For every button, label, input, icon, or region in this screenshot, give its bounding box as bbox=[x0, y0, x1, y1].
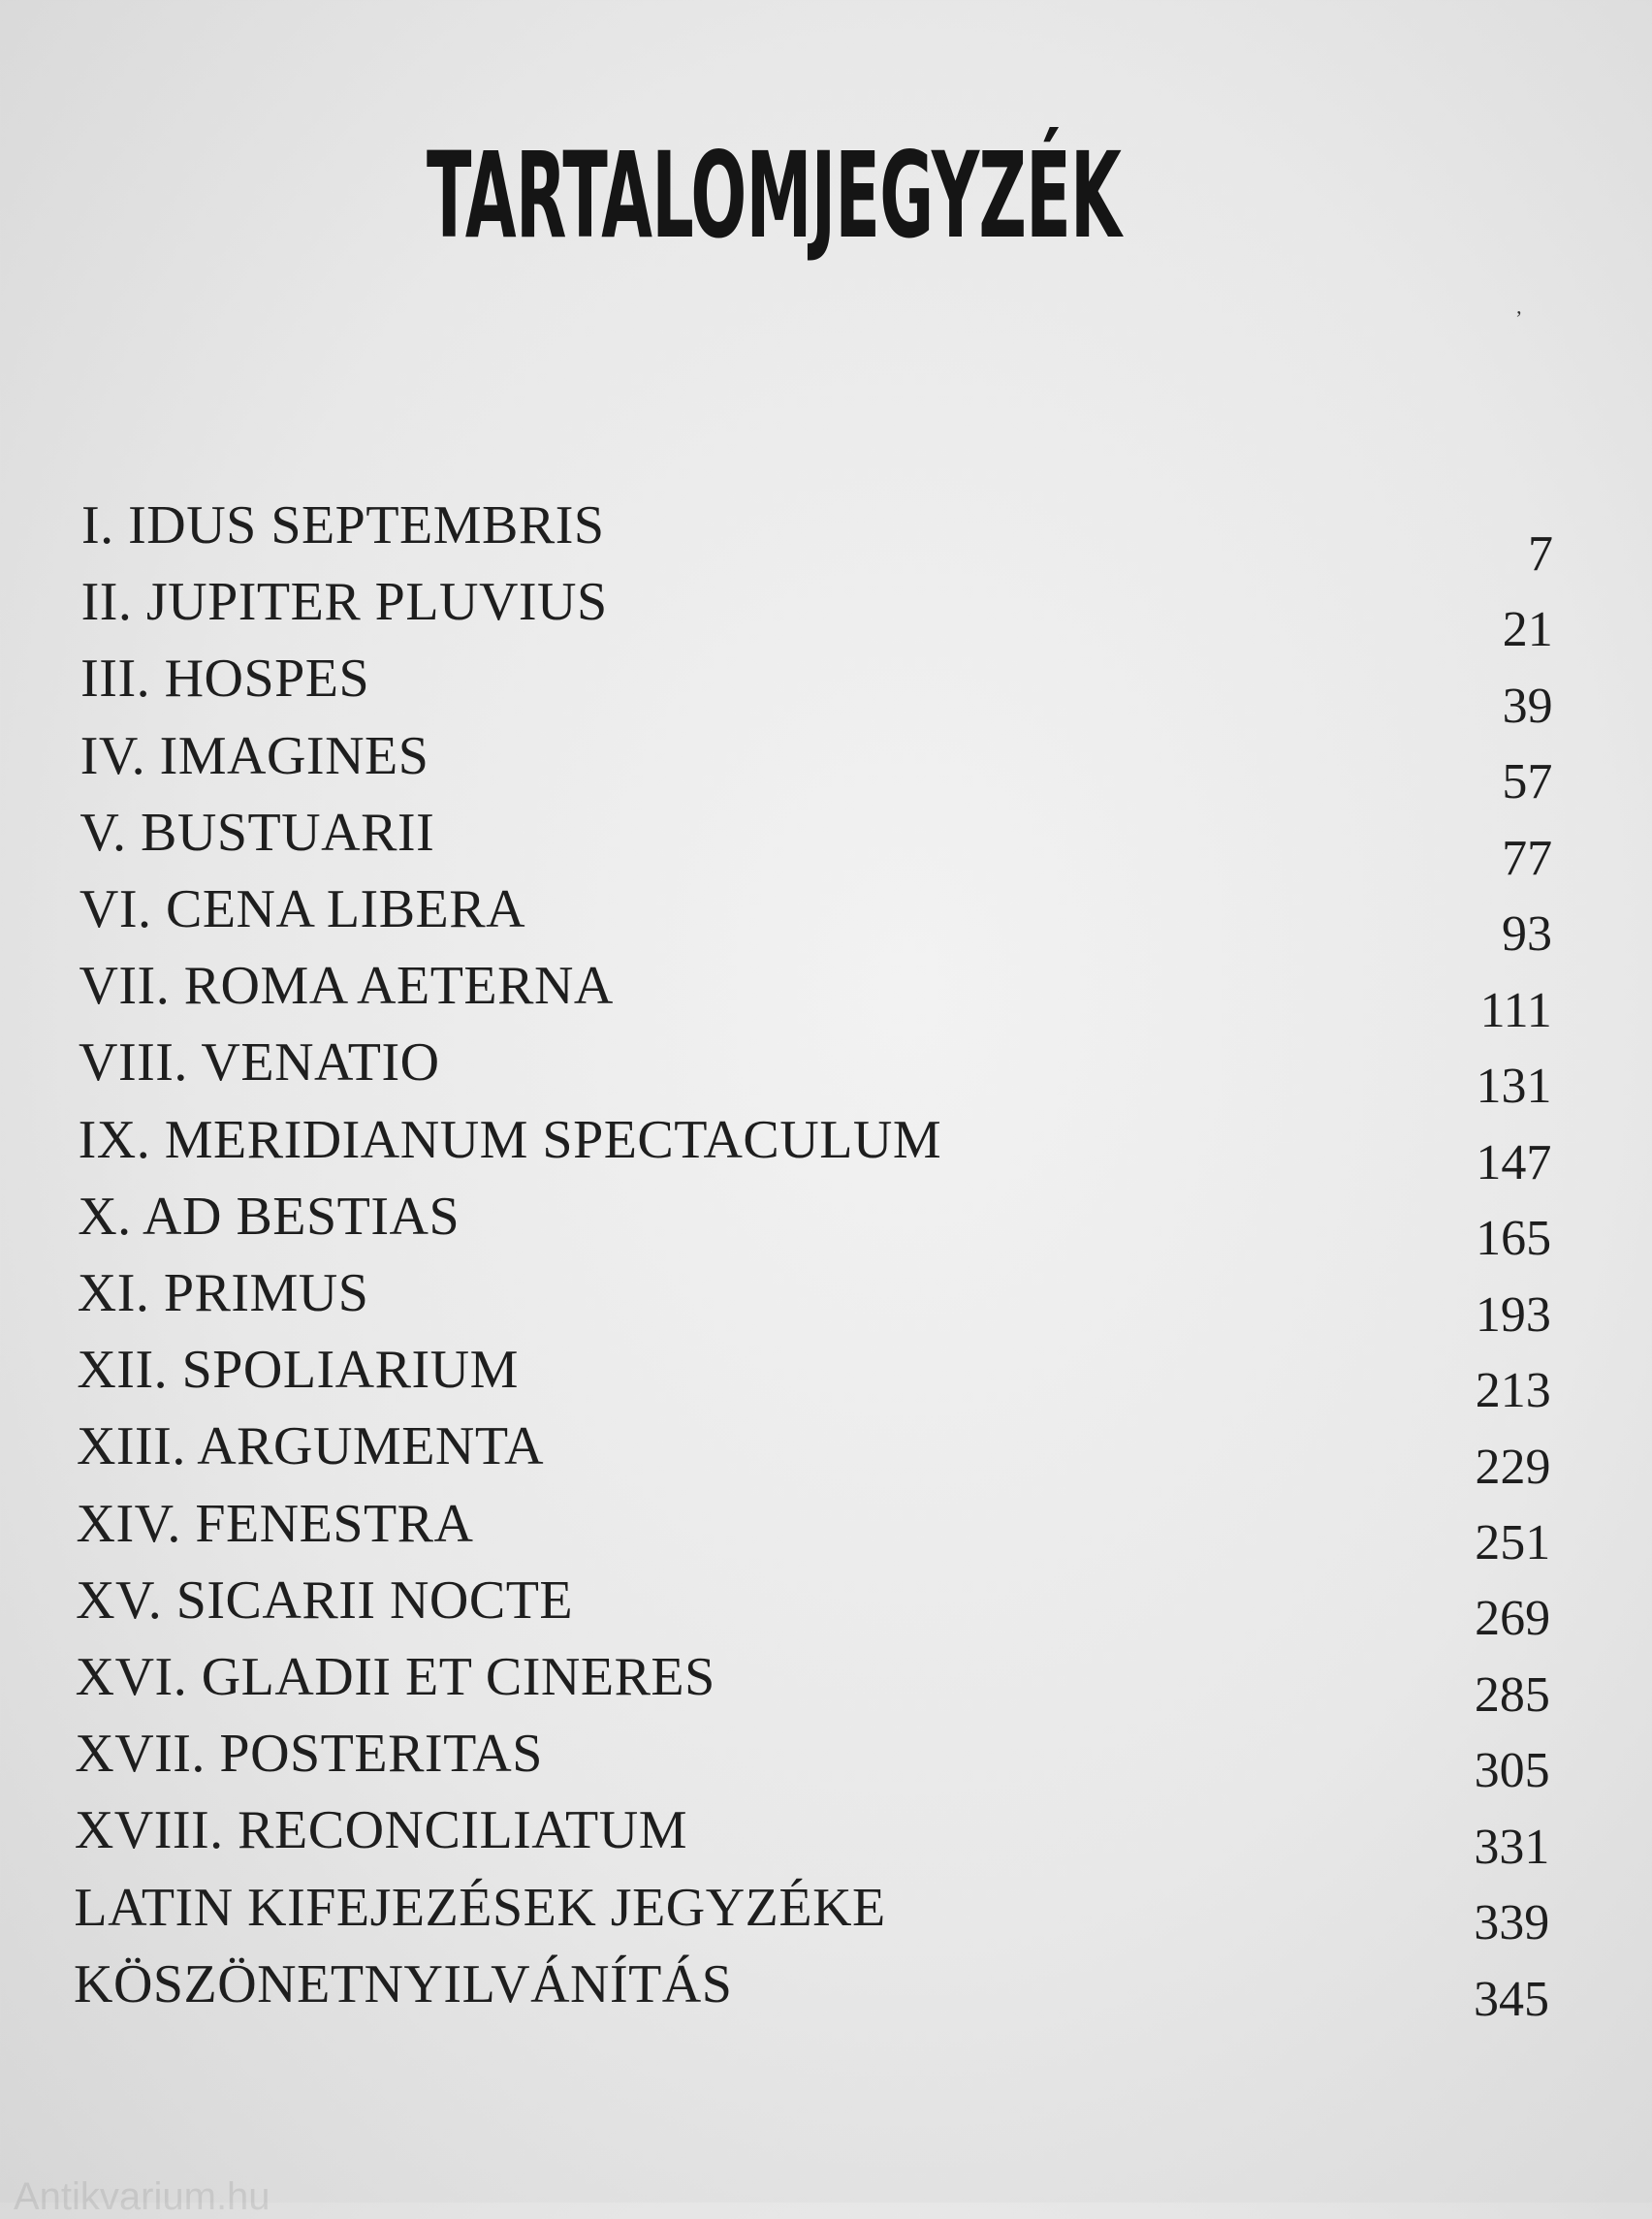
toc-entry-page: 339 bbox=[1474, 1895, 1550, 1951]
toc-entry-page: 269 bbox=[1475, 1591, 1551, 1647]
stray-mark: ʼ bbox=[1515, 306, 1523, 331]
toc-entry-title: IV. IMAGINES bbox=[79, 725, 429, 786]
toc-entry-title: LATIN KIFEJEZÉSEK JEGYZÉKE bbox=[74, 1877, 886, 1938]
toc-entry-title: IX. MERIDIANUM SPECTACULUM bbox=[78, 1109, 942, 1170]
toc-entry-page: 305 bbox=[1474, 1743, 1550, 1799]
toc-entry-title: XVII. POSTERITAS bbox=[75, 1724, 543, 1785]
toc-entry bbox=[0, 802, 1652, 886]
toc-entry-page: 111 bbox=[1479, 982, 1552, 1038]
toc-entry-title: I. IDUS SEPTEMBRIS bbox=[81, 495, 605, 555]
toc-entry-title: XVI. GLADII ET CINERES bbox=[75, 1647, 715, 1707]
toc-entry-page: 39 bbox=[1502, 678, 1553, 734]
toc-entry bbox=[0, 879, 1652, 963]
toc-entry-title: XII. SPOLIARIUM bbox=[77, 1340, 519, 1401]
toc-entry bbox=[0, 1263, 1652, 1343]
toc-entry-page: 213 bbox=[1475, 1363, 1551, 1419]
page-title: TARTALOMJEGYZÉK bbox=[427, 127, 1122, 265]
toc-entry-title: V. BUSTUARII bbox=[79, 802, 435, 863]
toc-entry-page: 131 bbox=[1476, 1059, 1552, 1115]
toc-entry bbox=[0, 495, 1652, 582]
toc-entry bbox=[0, 1493, 1652, 1570]
toc-entry-page: 77 bbox=[1502, 830, 1553, 886]
toc-entry bbox=[0, 649, 1652, 734]
toc-entry bbox=[0, 1953, 1652, 2027]
toc-entry bbox=[0, 1724, 1652, 1799]
toc-entry bbox=[0, 1569, 1652, 1647]
toc-entry-page: 193 bbox=[1475, 1286, 1551, 1343]
toc-entry-title: XV. SICARII NOCTE bbox=[76, 1569, 574, 1631]
toc-entry bbox=[0, 1186, 1652, 1267]
toc-entry-title: VI. CENA LIBERA bbox=[79, 879, 526, 939]
toc-entry-page: 229 bbox=[1475, 1439, 1551, 1495]
toc-entry-page: 331 bbox=[1474, 1819, 1550, 1875]
toc-entry-title: II. JUPITER PLUVIUS bbox=[80, 572, 608, 633]
toc-entry-page: 7 bbox=[1528, 526, 1553, 582]
toc-entry-title: X. AD BESTIAS bbox=[78, 1186, 461, 1247]
toc-entry bbox=[0, 1340, 1652, 1419]
toc-entry-title: III. HOSPES bbox=[80, 649, 370, 710]
toc-entry-title: XIV. FENESTRA bbox=[76, 1493, 474, 1554]
toc-entry-title: KÖSZÖNETNYILVÁNÍTÁS bbox=[74, 1953, 733, 2014]
toc-entry-page: 165 bbox=[1476, 1211, 1552, 1267]
toc-entry-title: XIII. ARGUMENTA bbox=[76, 1416, 545, 1477]
toc-entry bbox=[0, 725, 1652, 810]
toc-entry-page: 345 bbox=[1474, 1971, 1549, 2027]
toc-entry-title: VIII. VENATIO bbox=[79, 1032, 440, 1094]
toc-entry-title: XI. PRIMUS bbox=[77, 1263, 369, 1323]
toc-entry-page: 93 bbox=[1501, 906, 1552, 963]
toc-entry bbox=[0, 956, 1652, 1038]
toc-entry bbox=[0, 1647, 1652, 1723]
toc-entry bbox=[0, 1877, 1652, 1951]
toc-entry-page: 285 bbox=[1474, 1666, 1550, 1723]
toc-entry-page: 251 bbox=[1475, 1515, 1551, 1570]
toc-entry bbox=[0, 1109, 1652, 1190]
toc-entry-title: XVIII. RECONCILIATUM bbox=[74, 1800, 687, 1861]
toc-entry-page: 147 bbox=[1476, 1134, 1552, 1190]
toc-entry-page: 57 bbox=[1502, 754, 1553, 810]
toc-entry bbox=[0, 1032, 1652, 1115]
toc-entry-title: VII. ROMA AETERNA bbox=[79, 956, 614, 1017]
toc-entry-page: 21 bbox=[1502, 602, 1553, 658]
toc-entry bbox=[0, 1416, 1652, 1495]
watermark: Antikvarium.hu bbox=[14, 2175, 270, 2218]
toc-entry bbox=[0, 1800, 1652, 1875]
toc-entry bbox=[0, 572, 1652, 658]
